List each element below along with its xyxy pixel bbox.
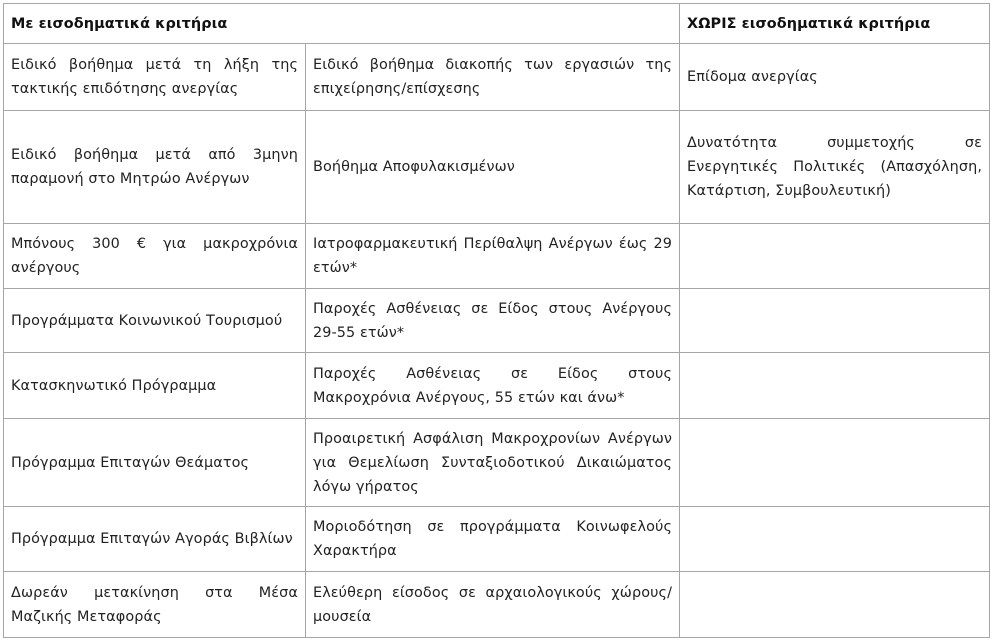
table-cell xyxy=(680,572,990,638)
table-cell: Παροχές Ασθένειας σε Είδος στους Μακροχρόνια Ανέργους, 55 ετών και άνω* xyxy=(306,353,680,419)
header-with-income-criteria: Με εισοδηματικά κριτήρια xyxy=(4,4,680,44)
table-cell: Ειδικό βοήθημα διακοπής των εργασιών της επιχείρησης/επίσχεσης xyxy=(306,44,680,111)
table-cell xyxy=(680,419,990,507)
table-row xyxy=(4,507,990,572)
table-cell xyxy=(680,353,990,419)
table-cell: Ειδικό βοήθημα μετά τη λήξη της τακτικής επιδότησης ανεργίας xyxy=(4,44,306,111)
table-cell: Δωρεάν μετακίνηση στα Μέσα Μαζικής Μεταφοράς xyxy=(4,572,306,638)
table-cell: Ειδικό βοήθημα μετά από 3μηνη παραμονή στο Μητρώο Ανέργων xyxy=(4,111,306,224)
table-cell: Μοριοδότηση σε προγράμματα Κοινωφελούς Χαρακτήρα xyxy=(306,507,680,572)
table-row xyxy=(4,44,990,111)
table-row xyxy=(4,111,990,224)
table-cell: Προγράμματα Κοινωνικού Τουρισμού xyxy=(4,289,306,353)
table-cell xyxy=(680,289,990,353)
table-cell xyxy=(680,224,990,289)
table-cell: Πρόγραμμα Επιταγών Αγοράς Βιβλίων xyxy=(4,507,306,572)
table-cell: Επίδομα ανεργίας xyxy=(680,44,990,111)
table-row xyxy=(4,289,990,353)
table-cell: Ελεύθερη είσοδος σε αρχαιολογικούς χώρους/ μουσεία xyxy=(306,572,680,638)
table-row xyxy=(4,353,990,419)
table-cell: Βοήθημα Αποφυλακισμένων xyxy=(306,111,680,224)
table-row xyxy=(4,572,990,638)
table-cell xyxy=(680,507,990,572)
table-cell: Προαιρετική Ασφάλιση Μακροχρονίων Ανέργων για Θεμελίωση Συνταξιοδοτικού Δικαιώματος λόγω γήρατος xyxy=(306,419,680,507)
table-row xyxy=(4,419,990,507)
table-header-row xyxy=(4,4,990,44)
benefits-table xyxy=(3,3,990,638)
header-without-income-criteria: ΧΩΡΙΣ εισοδηματικά κριτήρια xyxy=(680,4,990,44)
table-cell: Μπόνους 300 € για μακροχρόνια ανέργους xyxy=(4,224,306,289)
table-cell: Δυνατότητα συμμετοχής σε Ενεργητικές Πολιτικές (Απασχόληση, Κατάρτιση, Συμβουλευτική) xyxy=(680,111,990,224)
table-cell: Ιατροφαρμακευτική Περίθαλψη Ανέργων έως 29 ετών* xyxy=(306,224,680,289)
table-row xyxy=(4,224,990,289)
table-cell: Κατασκηνωτικό Πρόγραμμα xyxy=(4,353,306,419)
table-cell: Παροχές Ασθένειας σε Είδος στους Ανέργους 29-55 ετών* xyxy=(306,289,680,353)
table-cell: Πρόγραμμα Επιταγών Θεάματος xyxy=(4,419,306,507)
